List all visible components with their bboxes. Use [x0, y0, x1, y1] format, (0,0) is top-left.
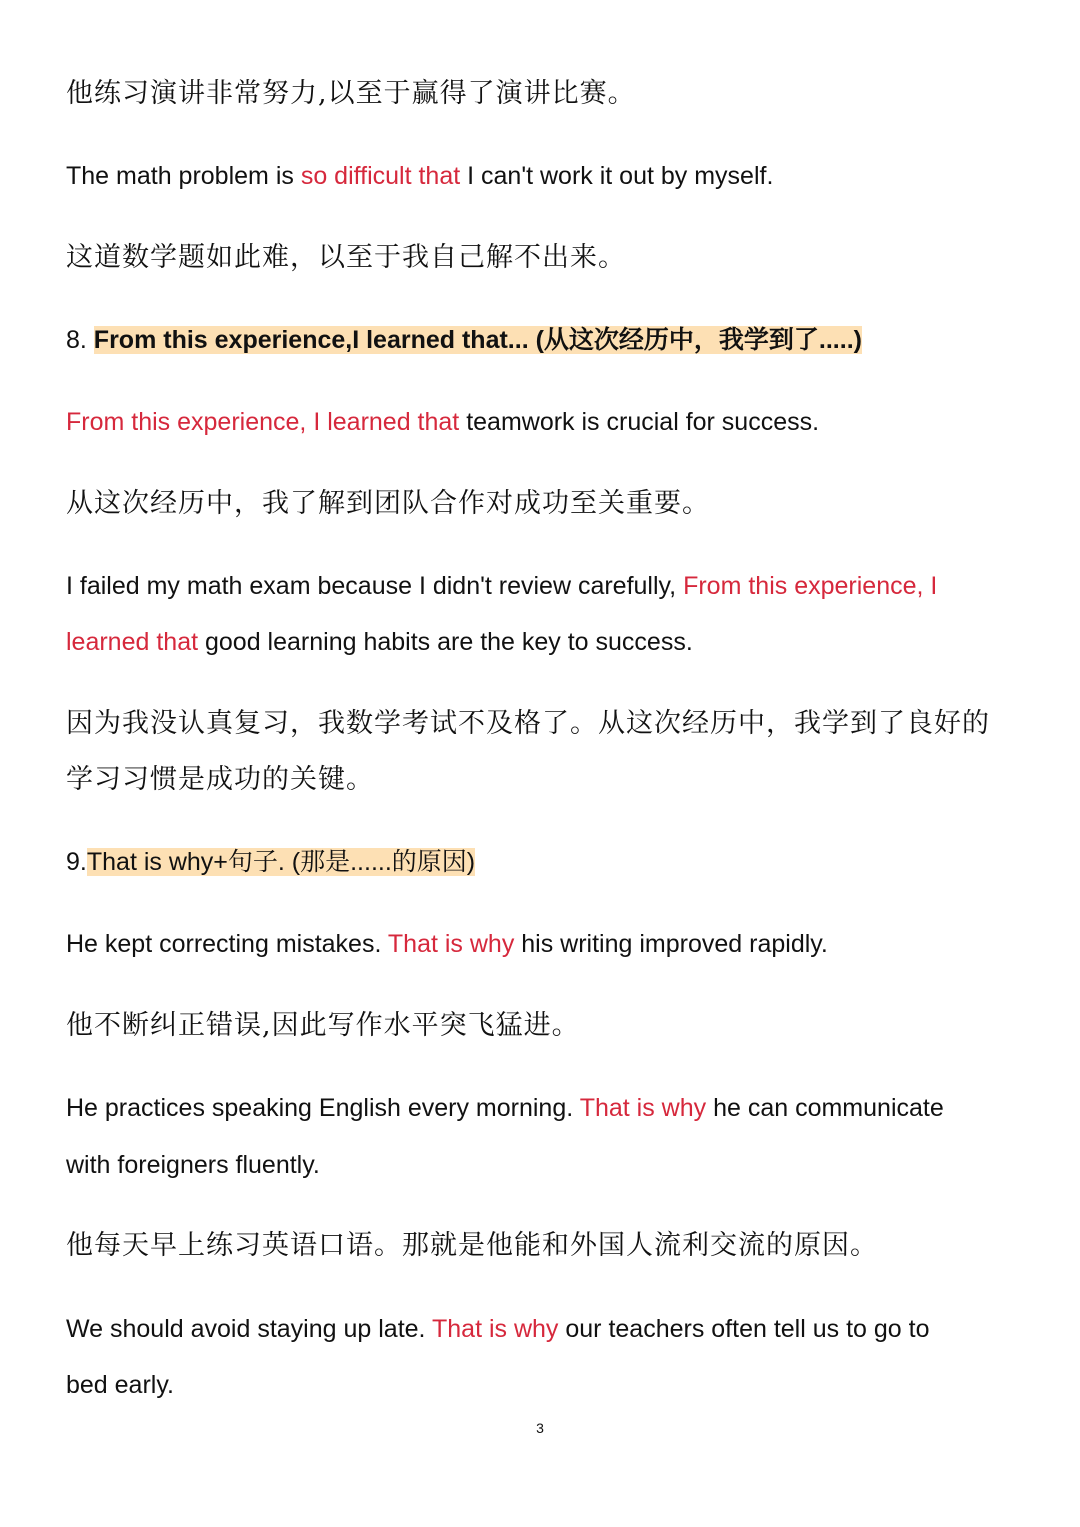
sentence-text: He kept correcting mistakes.: [66, 930, 388, 958]
section-heading-9: [66, 842, 1026, 882]
sentence-text: We should avoid staying up late.: [66, 1315, 432, 1343]
example-sentence-line: with foreigners fluently.: [66, 1151, 320, 1179]
sentence-text: I can't work it out by myself.: [460, 162, 774, 190]
sentence-text: his writing improved rapidly.: [514, 930, 828, 958]
chinese-translation-line: 这道数学题如此难，以至于我自己解不出来。: [66, 242, 626, 273]
chinese-translation-line: 因为我没认真复习，我数学考试不及格了。从这次经历中，我学到了良好的: [66, 708, 990, 739]
section-number: 9.: [66, 848, 87, 876]
sentence-text: good learning habits are the key to success.: [198, 628, 693, 656]
highlighted-pattern-title: That is why+句子. (那是......的原因): [86, 848, 476, 876]
sentence-text: our teachers often tell us to go to: [558, 1315, 930, 1343]
section-number: 8.: [66, 326, 94, 354]
sentence-text: teamwork is crucial for success.: [459, 408, 820, 436]
example-sentence-line: [66, 402, 1026, 442]
example-sentence-line: [66, 156, 1026, 196]
example-sentence-line: bed early.: [66, 1371, 174, 1399]
sentence-text: I failed my math exam because I didn't review carefully,: [66, 572, 684, 600]
page-number: 3: [536, 1420, 544, 1436]
highlighted-pattern-title: From this experience,I learned that... (从这次经历中，我学到了.....): [93, 326, 862, 354]
chinese-translation-line: 他不断纠正错误,因此写作水平突飞猛进。: [66, 1010, 580, 1041]
keyword-phrase: learned that: [66, 628, 199, 656]
keyword-phrase: so difficult that: [300, 162, 461, 190]
example-sentence-line: [66, 1088, 1026, 1128]
keyword-phrase: That is why: [579, 1094, 707, 1122]
chinese-translation-line: 他练习演讲非常努力,以至于赢得了演讲比赛。: [66, 78, 636, 109]
keyword-phrase: From this experience, I: [683, 572, 938, 600]
chinese-translation-line: 学习习惯是成功的关键。: [66, 764, 374, 795]
example-sentence-line: [66, 924, 1026, 964]
section-heading-8: [66, 320, 1026, 360]
example-sentence-line: [66, 622, 1026, 662]
chinese-translation-line: 从这次经历中，我了解到团队合作对成功至关重要。: [66, 488, 710, 519]
chinese-translation-line: 他每天早上练习英语口语。那就是他能和外国人流利交流的原因。: [66, 1230, 878, 1261]
example-sentence-line: [66, 1309, 1026, 1349]
keyword-phrase: That is why: [387, 930, 515, 958]
example-sentence-line: [66, 566, 1026, 606]
keyword-phrase: From this experience, I learned that: [66, 408, 460, 436]
sentence-text: The math problem is: [66, 162, 301, 190]
keyword-phrase: That is why: [431, 1315, 559, 1343]
sentence-text: he can communicate: [706, 1094, 944, 1122]
sentence-text: He practices speaking English every morning.: [66, 1094, 580, 1122]
